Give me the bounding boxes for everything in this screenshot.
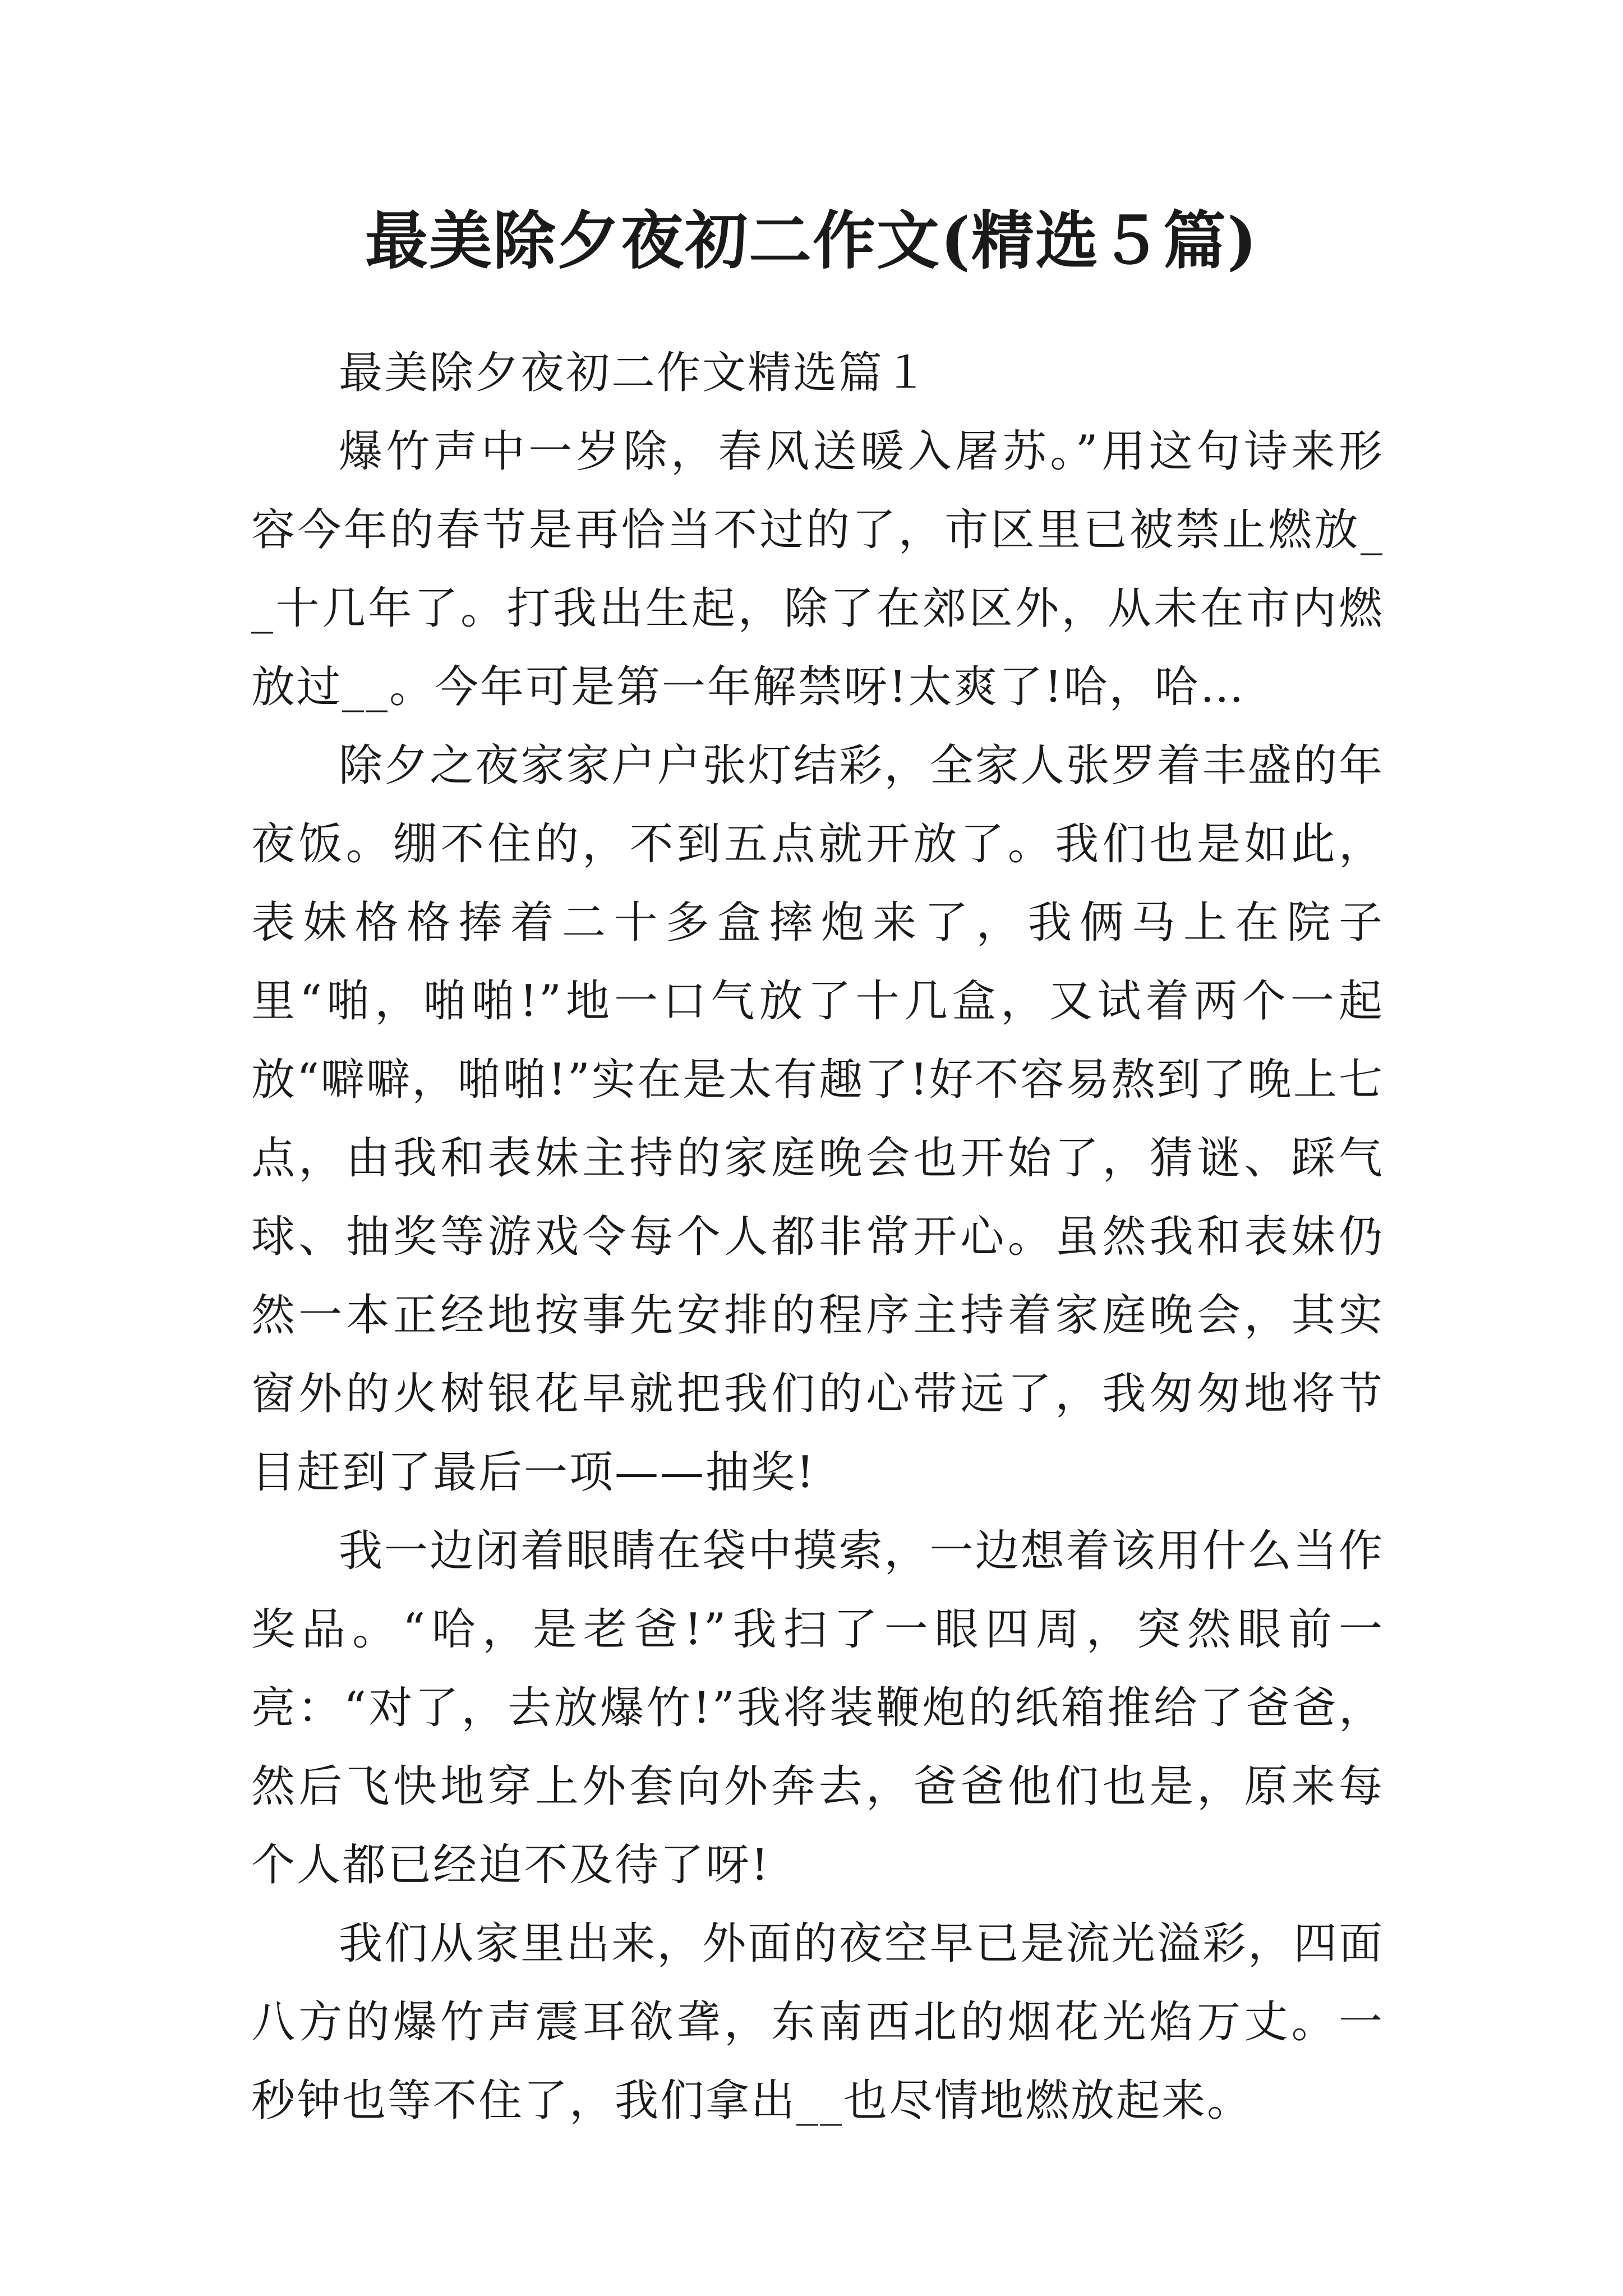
paragraph: 除夕之夜家家户户张灯结彩，全家人张罗着丰盛的年夜饭。绷不住的，不到五点就开放了。我们也是如此，表妹格格捧着二十多盒摔炮来了，我俩马上在院子里“啪，啪啪!”地一口气放了十几盒，又试着两个一起放“噼噼，啪啪!”实在是太有趣了!好不容易熬到了晚上七点，由我和表妹主持的家庭晚会也开始了，猜谜、踩气球、抽奖等游戏令每个人都非常开心。虽然我和表妹仍然一本正经地按事先安排的程序主持着家庭晚会，其实窗外的火树银花早就把我们的心带远了，我匆匆地将节目赶到了最后一项——抽奖! — [251, 740, 1384, 1498]
paragraph: 我们从家里出来，外面的夜空早已是流光溢彩，四面八方的爆竹声震耳欲聋，东南西北的烟花光焰万丈。一秒钟也等不住了，我们拿出__也尽情地燃放起来。 — [251, 1918, 1384, 2126]
section-heading: 最美除夕夜初二作文精选篇１ — [339, 348, 930, 398]
document-title: 最美除夕夜初二作文(精选５篇) — [365, 204, 1258, 278]
document-body — [251, 334, 1384, 2140]
paragraph: 我一边闭着眼睛在袋中摸索，一边想着该用什么当作奖品。“哈，是老爸!”我扫了一眼四周，突然眼前一亮：“对了，去放爆竹!”我将装鞭炮的纸箱推给了爸爸，然后飞快地穿上外套向外奔去，爸爸他们也是，原来每个人都已经迫不及待了呀! — [251, 1526, 1384, 1890]
paragraph: 爆竹声中一岁除，春风送暖入屠苏。”用这句诗来形容今年的春节是再恰当不过的了，市区里已被禁止燃放__十几年了。打我出生起，除了在郊区外，从未在市内燃放过__。今年可是第一年解禁呀!太爽了!哈，哈… — [251, 426, 1384, 712]
